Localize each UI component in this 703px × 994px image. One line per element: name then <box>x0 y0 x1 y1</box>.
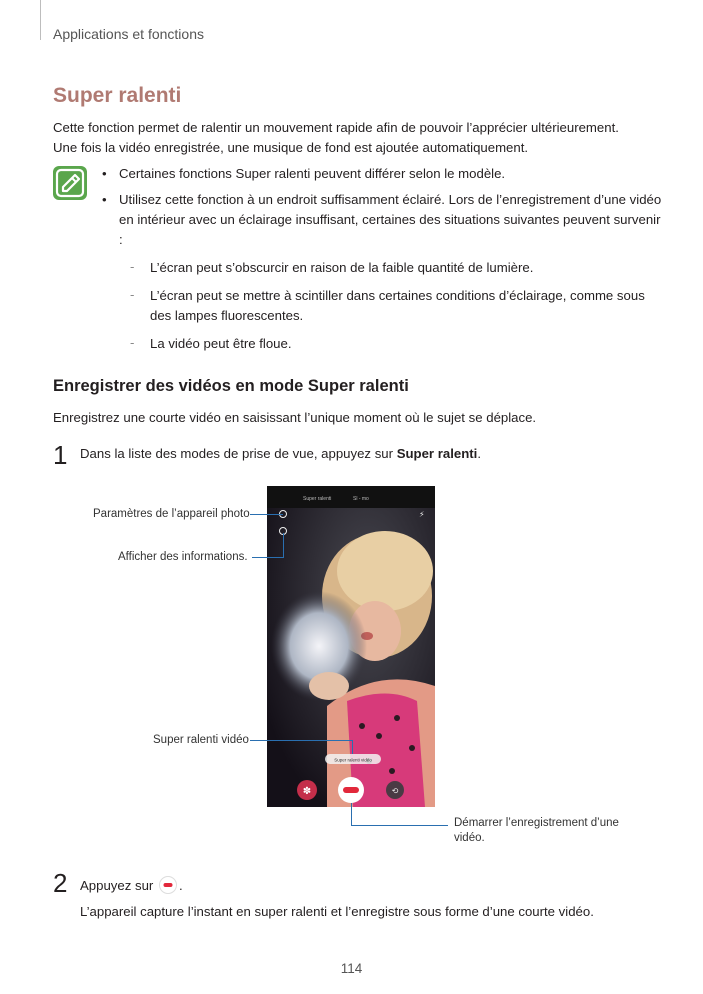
step-1-text: Dans la liste des modes de prise de vue, appuyez sur Super ralenti. <box>80 446 481 461</box>
callout-start-recording: Démarrer l’enregistrement d’une vidéo. <box>454 817 619 844</box>
step-2-result: L’appareil capture l’instant en super ralenti et l’enregistre sous forme d’une courte vidéo. <box>80 904 594 919</box>
page-number: 114 <box>340 961 363 976</box>
svg-text:⟲: ⟲ <box>391 786 399 796</box>
dash-item-3: - La vidéo peut être floue. <box>130 335 292 351</box>
callout-camera-settings: Paramètres de l’appareil photo <box>93 508 250 520</box>
camera-screenshot <box>267 486 435 807</box>
dash-item-2: - L’écran peut se mettre à scintiller dans certaines conditions d’éclairage, comme sous des lampes fluorescentes. <box>130 287 645 323</box>
note-bullet-1: • Certaines fonctions Super ralenti peuvent différer selon le modèle. <box>102 164 662 184</box>
section-heading: Enregistrer des vidéos en mode Super ralenti <box>53 377 409 395</box>
header-rule <box>40 0 41 40</box>
callout-line-record-vertical <box>351 803 352 825</box>
intro-line-1: Cette fonction permet de ralentir un mouvement rapide afin de pouvoir l’apprécier ultérieurement. <box>53 120 619 135</box>
phone-mode-pill-label: Super ralenti vidéo <box>334 757 372 763</box>
note-bullet-2: • Utilisez cette fonction à un endroit suffisamment éclairé. Lors de l’enregistrement d’une vidéo en intérieur avec un éclairage insuffisant, certaines des situations suivantes peuvent survenir : - L’écran peut s’obscurcir en raison de la faible quantité de lumière. - L’écran peut se mettre à scintiller dans certaines conditions d’éclairage, comme sous des lampes fluorescentes. - La vidéo peut être floue. <box>102 190 662 354</box>
step-2-text: Appuyez sur . <box>80 876 183 897</box>
svg-text:✽: ✽ <box>302 786 312 797</box>
phone-flash-icon[interactable]: ⚡ <box>419 510 425 519</box>
record-button-icon <box>159 876 177 897</box>
callout-line-info <box>252 557 283 558</box>
step-2-number: 2 <box>53 868 68 898</box>
section-intro: Enregistrez une courte vidéo en saisissant l’unique moment où le sujet se déplace. <box>53 410 537 425</box>
dash-list <box>119 258 662 354</box>
intro-line-2: Une fois la vidéo enregistrée, une musique de fond est ajoutée automatiquement. <box>53 140 529 155</box>
callout-line-mode <box>250 740 352 741</box>
bullet-icon: • <box>102 192 107 207</box>
phone-tab-1[interactable]: Super ralenti <box>303 496 332 502</box>
callout-line-info-vertical <box>283 533 284 558</box>
section-header: Applications et fonctions <box>53 26 204 42</box>
callout-super-slow-video: Super ralenti vidéo <box>153 734 249 746</box>
phone-tab-2[interactable]: Sl - mo <box>353 496 369 502</box>
bullet-icon: • <box>102 166 107 181</box>
callout-show-info: Afficher des informations. <box>118 551 248 563</box>
callout-line-record <box>351 825 448 826</box>
callout-line-mode-vertical <box>352 740 353 754</box>
callout-line-settings <box>250 514 283 515</box>
dash-item-1: - L’écran peut s’obscurcir en raison de la faible quantité de lumière. <box>130 259 534 275</box>
note-icon <box>53 166 87 200</box>
step-1-number: 1 <box>53 440 68 470</box>
page-title: Super ralenti <box>53 84 182 107</box>
note-list <box>102 164 662 362</box>
